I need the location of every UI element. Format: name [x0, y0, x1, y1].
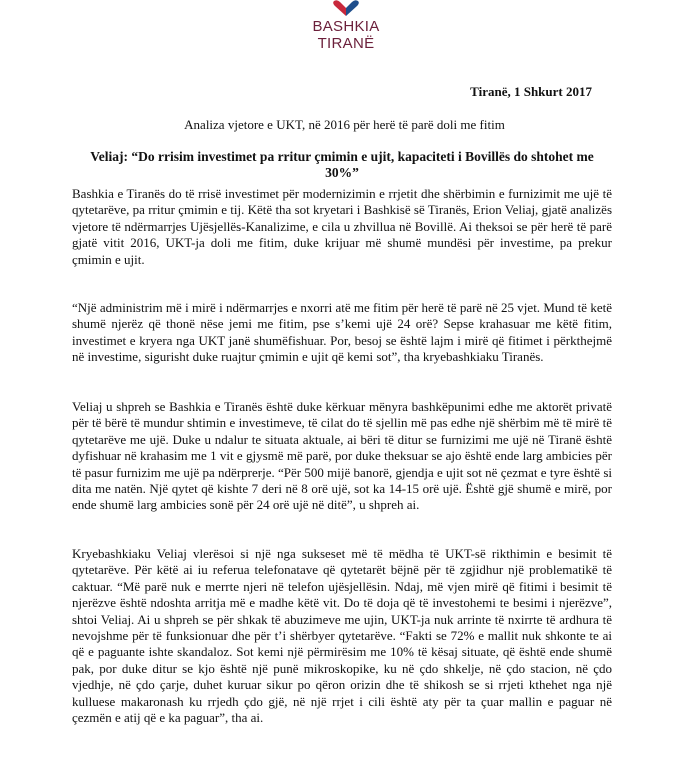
- logo-text-bashkia: BASHKIA: [312, 18, 380, 35]
- headline: Veliaj: “Do rrisim investimet pa rritur çmimin e ujit, kapaciteti i Bovillës do shtohet me 30%”: [90, 149, 594, 180]
- paragraph-4: Kryebashkiaku Veliaj vlerësoi si një nga sukseset më të mëdha të UKT-së rikthimin e besimit të qytetarëve. Për këtë ai iu referua telefonatave që qytetarët bëjnë për të zgjidhur një problematikë të caktuar. “Më parë nuk e merrte njeri në telefon ujësjellësin. Ndaj, më vjen mirë që fitimi i besimit të njerëzve është ndoshta arritja më e madhe këtë vit. Do të doja që të investohemi te besimi i njerëzve”, shtoi Veliaj. Ai u shpreh se për shkak të abuzimeve me ujin, UKT-ja nuk arrinte të nxirrte të ardhura të nevojshme për të funksionuar dhe për t’i shërbyer qytetarëve. “Fakti se 72% e mallit nuk shkonte te ai që e paguante ishte skandaloz. Sot kemi një përmirësim me 10% të kësaj situate, që është ende shumë pak, por duke ditur se kjo është një punë mikroskopike, ku në çdo shkelje, në çdo stacion, në çdo vjedhje, në çdo çarje, duhet kuruar sikur po qëron orizin dhe të shikosh se si rrjeti kthehet nga një kulluese makaronash ku rrjedh çdo gjë, në një rrjet i cili është aty për ta çuar mallin e paguar në çezmën e atij që e ka paguar”, tha ai.: [72, 546, 612, 726]
- paragraph-3: Veliaj u shpreh se Bashkia e Tiranës është duke kërkuar mënyra bashkëpunimi edhe me aktorët privatë për të bërë të mundur shtimin e investimeve, të cilat do të sjellin më pas edhe një shërbim më të mirë të qytetarëve me ujë. Duke u ndalur te situata aktuale, ai bëri të ditur se furnizimi me ujë në Tiranë është dyfishuar në krahasim me 1 vit e gjysmë më parë, por duke theksuar se ajo është ende larg ambicies për të pasur furnizim me ujë pa ndërprerje. “Për 500 mijë banorë, gjendja e ujit sot në çezmat e tyre është si dita me natën. Një qytet që kishte 7 deri në 8 orë ujë, sot ka 14-15 orë ujë. Është gjë shumë e mirë, por ende shumë larg ambicies sonë për 24 orë ujë në ditë”, u shpreh ai.: [72, 399, 612, 513]
- press-release-date: Tiranë, 1 Shkurt 2017: [470, 84, 592, 99]
- paragraph-1: Bashkia e Tiranës do të rrisë investimet për modernizimin e rrjetit dhe shërbimin e furnizimit me ujë të qytetarëve, pa rritur çmimin e tij. Këtë tha sot kryetari i Bashkisë së Tiranës, Erion Veliaj, gjatë analizës vjetore të ndërmarrjes Ujësjellës-Kanalizime, e cila u zhvillua në Bovillë. Ai theksoi se për herë të parë gjatë vitit 2016, UKT-ja doli me fitim, duke krijuar më shumë mundësi për investime, pa prekur çmimin e ujit.: [72, 186, 612, 267]
- logo-text-tirane: TIRANË: [317, 35, 375, 52]
- paragraph-2: “Një administrim më i mirë i ndërmarrjes e nxorri atë me fitim për herë të parë në 25 vjet. Mund të ketë shumë njerëz që thonë nëse jemi me fitim, pse s’kemi ujë 24 orë? Sepse krahasuar me këtë fitim, investimet e kryera nga UKT janë shumëfishuar. Por, besoj se është lajm i mirë që fitimet i përkthejmë në investime, sigurisht duke ruajtur çmimin e ujit që kemi sot”, tha kryebashkiaku Tiranës.: [72, 300, 612, 365]
- heart-emblem-icon: [331, 0, 361, 16]
- bashkia-tirane-logo: [296, 0, 396, 52]
- subtitle: Analiza vjetore e UKT, në 2016 për herë të parë doli me fitim: [184, 117, 505, 132]
